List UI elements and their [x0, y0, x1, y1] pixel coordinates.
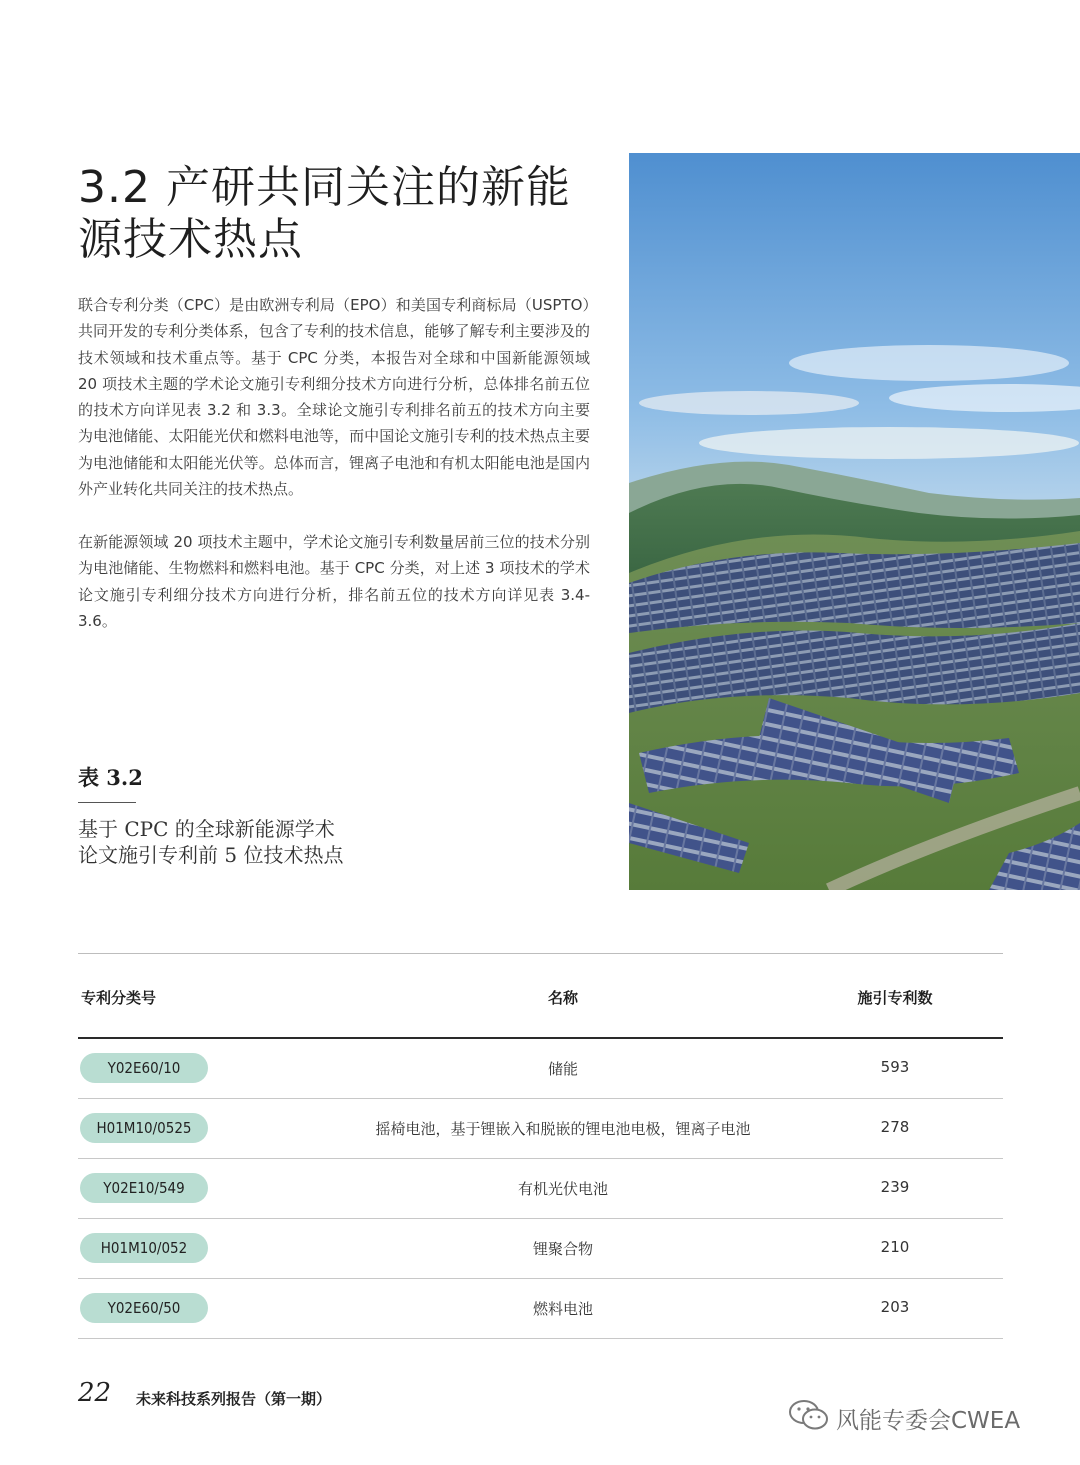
- table-caption: 基于 CPC 的全球新能源学术论文施引专利前 5 位技术热点: [78, 817, 344, 867]
- header-code: 专利分类号: [81, 989, 157, 1007]
- section-title-line2: 源技术热点: [78, 214, 303, 265]
- header-name: 名称: [547, 989, 578, 1007]
- table-row: [78, 1039, 1003, 1099]
- table-label-divider: [78, 802, 136, 803]
- intro-paragraph-1: 联合专利分类（CPC）是由欧洲专利局（EPO）和美国专利商标局（USPTO）共同开发的专利分类体系，包含了专利的技术信息，能够了解专利主要涉及的技术领域和技术重点等。基于 CPC 分类，本报告对全球和中国新能源领域 20 项技术主题的学术论文施引专利细分技术方向进行分析，总体排名前五位的技术方向详见表 3.2 和 3.3。全球论文施引专利排名前五的技术方向主要为电池储能、太阳能光伏和燃料电池等，而中国论文施引专利的技术热点主要为电池储能和太阳能光伏等。总体而言，锂离子电池和有机太阳能电池是国内外产业转化共同关注的技术热点。: [78, 296, 590, 499]
- table-row: [78, 1099, 1003, 1159]
- citing-patent-count: 278: [880, 1118, 910, 1136]
- table-row: [78, 1279, 1003, 1339]
- cpc-code-badge: Y02E60/50: [80, 1293, 208, 1323]
- section-title: [78, 162, 598, 266]
- wechat-icon: [788, 1398, 830, 1438]
- header-count: 施引专利数: [857, 989, 933, 1007]
- table-row: [78, 1159, 1003, 1219]
- page-number: 22: [78, 1378, 112, 1408]
- cpc-name: 储能: [547, 1060, 578, 1078]
- cpc-code-badge: H01M10/052: [80, 1233, 208, 1263]
- citing-patent-count: 203: [880, 1298, 910, 1316]
- cpc-name: 有机光伏电池: [517, 1180, 608, 1198]
- patent-table: [78, 953, 1003, 1339]
- citing-patent-count: 239: [880, 1178, 910, 1196]
- cpc-code-badge: Y02E60/10: [80, 1053, 208, 1083]
- watermark: [788, 1400, 1020, 1436]
- intro-paragraph-2: 在新能源领域 20 项技术主题中，学术论文施引专利数量居前三位的技术分别为电池储能、生物燃料和燃料电池。基于 CPC 分类，对上述 3 项技术的学术论文施引专利细分技术方向进行分析，排名前五位的技术方向详见表 3.4-3.6。: [78, 533, 590, 630]
- cpc-code-badge: Y02E10/549: [80, 1173, 208, 1203]
- citing-patent-count: 593: [880, 1058, 910, 1076]
- citing-patent-count: 210: [880, 1238, 910, 1256]
- solar-farm-photo: [629, 153, 1080, 890]
- cpc-name: 摇椅电池，基于锂嵌入和脱嵌的锂电池电极，锂离子电池: [375, 1120, 751, 1138]
- table-header: [78, 954, 1003, 1039]
- section-title-line1: 3.2 产研共同关注的新能: [78, 162, 571, 213]
- cpc-code-badge: H01M10/0525: [80, 1113, 208, 1143]
- table-label: 表 3.2: [78, 765, 143, 790]
- cpc-name: 锂聚合物: [532, 1240, 593, 1258]
- cpc-name: 燃料电池: [532, 1300, 593, 1318]
- report-title: 未来科技系列报告（第一期）: [136, 1390, 332, 1408]
- watermark-text: 风能专委会CWEA: [836, 1407, 1021, 1434]
- table-row: [78, 1219, 1003, 1279]
